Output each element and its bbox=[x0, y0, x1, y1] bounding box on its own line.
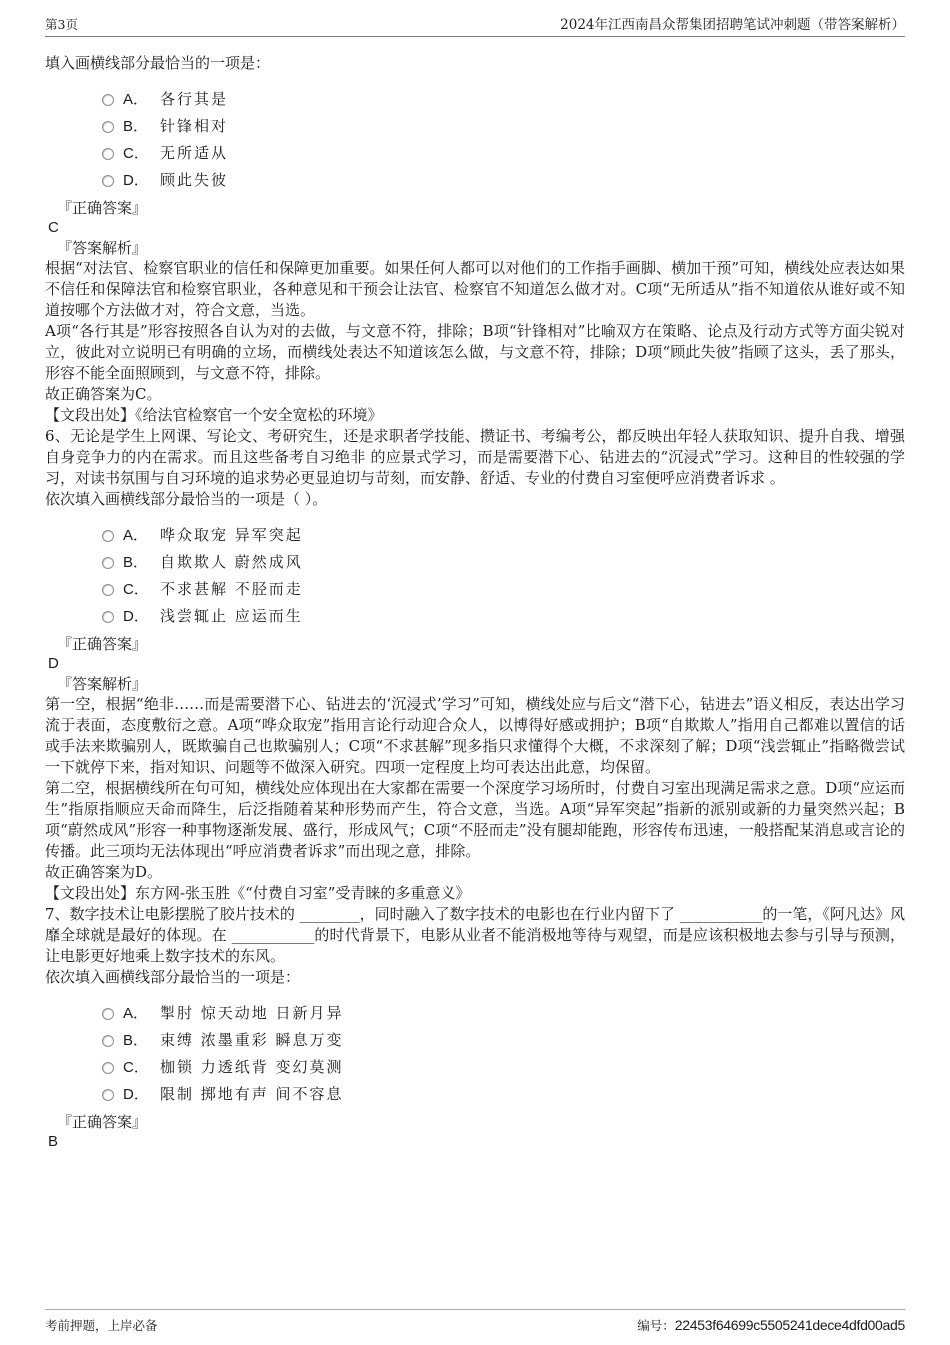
page-number: 第3页 bbox=[45, 17, 78, 32]
correct-answer-value: C bbox=[48, 219, 59, 236]
option-row[interactable] bbox=[45, 1000, 905, 1027]
radio-icon[interactable] bbox=[102, 611, 114, 623]
source-reference: 【文段出处】东方网-张玉胜《“付费自习室”受青睐的多重意义》 bbox=[45, 884, 471, 902]
option-row[interactable] bbox=[45, 522, 905, 549]
option-row[interactable] bbox=[45, 140, 905, 167]
footer-code-label: 编号： bbox=[637, 1318, 675, 1333]
option-letter: C． bbox=[123, 1059, 149, 1076]
option-text: 浅尝辄止 应运而生 bbox=[160, 607, 303, 625]
radio-icon[interactable] bbox=[102, 1008, 114, 1020]
footer-code bbox=[637, 1315, 905, 1334]
option-row[interactable] bbox=[45, 86, 905, 113]
option-row[interactable] bbox=[45, 1054, 905, 1081]
correct-answer-label: 『正确答案』 bbox=[57, 199, 148, 217]
analysis-conclusion: 故正确答案为D。 bbox=[45, 863, 163, 881]
q6-stem: 6、无论是学生上网课、写论文、考研究生，还是求职者学技能、攒证书、考编考公，都反映出年轻人获取知识、提升自我、增强自身竞争力的内在需求。而且这些备考自习绝非 的应景式学习，而是需要潜下心、钻进去的“沉浸式”学习。这种目的性较强的学习，对读书氛围与自习环境的追求势必更显迫切与苛刻，而安静、舒适、专业的付费自习室便呼应消费者诉求 。 bbox=[45, 427, 905, 487]
option-text: 掣肘 惊天动地 日新月异 bbox=[160, 1004, 344, 1022]
radio-icon[interactable] bbox=[102, 121, 114, 133]
option-text: 不求甚解 不胫而走 bbox=[160, 580, 303, 598]
option-row[interactable] bbox=[45, 167, 905, 194]
option-text: 哗众取宠 异军突起 bbox=[160, 526, 303, 544]
radio-icon[interactable] bbox=[102, 584, 114, 596]
q5-prompt: 填入画横线部分最恰当的一项是： bbox=[45, 54, 271, 72]
option-text: 枷锁 力透纸背 变幻莫测 bbox=[160, 1058, 344, 1076]
option-letter: A． bbox=[123, 527, 149, 544]
radio-icon[interactable] bbox=[102, 557, 114, 569]
option-letter: C． bbox=[123, 145, 149, 162]
correct-answer-value: B bbox=[48, 1133, 59, 1150]
option-text: 各行其是 bbox=[160, 90, 229, 108]
analysis-paragraph: A项“各行其是”形容按照各自认为对的去做，与文意不符，排除；B项“针锋相对”比喻双方在策略、论点及行动方式等方面尖锐对立，彼此对立说明已有明确的立场，而横线处表达不知道该怎么做，与文意不符，排除；D项“顾此失彼”指顾了这头，丢了那头，形容不能全面照顾到，与文意不符，排除。 bbox=[45, 322, 905, 382]
correct-answer-value: D bbox=[48, 655, 59, 672]
footer-slogan: 考前押题，上岸必备 bbox=[45, 1318, 158, 1333]
option-row[interactable] bbox=[45, 549, 905, 576]
option-letter: C． bbox=[123, 581, 149, 598]
document-title: 2024年江西南昌众帮集团招聘笔试冲刺题（带答案解析） bbox=[560, 17, 905, 33]
option-letter: D． bbox=[123, 608, 149, 625]
radio-icon[interactable] bbox=[102, 94, 114, 106]
option-row[interactable] bbox=[45, 113, 905, 140]
correct-answer-label: 『正确答案』 bbox=[57, 1113, 148, 1131]
analysis-paragraph: 第一空，根据“绝非……而是需要潜下心、钻进去的‘沉浸式’学习”可知，横线处应与后文“潜下心，钻进去”语义相反，表达出学习流于表面，态度敷衍之意。A项“哗众取宠”指用言论行动迎合众人，以博得好感或拥护；B项“自欺欺人”指用自己都难以置信的话或手法来欺骗别人，既欺骗自己也欺骗别人；C项“不求甚解”现多指只求懂得个大概，不求深刻了解；D项“浅尝辄止”指略微尝试一下就停下来，指对知识、问题等不做深入研究。四项一定程度上均可表达出此意，均保留。 bbox=[45, 695, 905, 776]
option-text: 自欺欺人 蔚然成风 bbox=[160, 553, 303, 571]
radio-icon[interactable] bbox=[102, 175, 114, 187]
option-letter: D． bbox=[123, 1086, 149, 1103]
q6-options bbox=[45, 522, 905, 630]
footer-code-value: 22453f64699c5505241dece4dfd00ad5 bbox=[674, 1317, 905, 1333]
q7-prompt: 依次填入画横线部分最恰当的一项是： bbox=[45, 968, 301, 986]
page-content bbox=[45, 53, 905, 1152]
option-letter: B． bbox=[123, 554, 149, 571]
correct-answer-label: 『正确答案』 bbox=[57, 635, 148, 653]
analysis-label: 『答案解析』 bbox=[57, 675, 148, 693]
option-row[interactable] bbox=[45, 1081, 905, 1108]
option-letter: B． bbox=[123, 118, 149, 135]
analysis-label: 『答案解析』 bbox=[57, 239, 148, 257]
q6-prompt: 依次填入画横线部分最恰当的一项是（ ）。 bbox=[45, 490, 328, 508]
radio-icon[interactable] bbox=[102, 530, 114, 542]
option-row[interactable] bbox=[45, 603, 905, 630]
option-text: 限制 掷地有声 间不容息 bbox=[160, 1085, 344, 1103]
q7-stem: 7、数字技术让电影摆脱了胶片技术的 ________，同时融入了数字技术的电影也在行业内留下了 ___________的一笔，《阿凡达》风靡全球就是最好的体现。在 ___________的时代背景下，电影从业者不能消极地等待与观望，而是应该积极地去参与引导与预测，让电影更好地乘上数字技术的东风。 bbox=[45, 905, 905, 965]
q7-options bbox=[45, 1000, 905, 1108]
option-letter: A． bbox=[123, 91, 149, 108]
source-reference: 【文段出处】《给法官检察官一个安全宽松的环境》 bbox=[45, 406, 383, 424]
page-footer bbox=[45, 1309, 905, 1334]
option-text: 无所适从 bbox=[160, 144, 229, 162]
option-text: 束缚 浓墨重彩 瞬息万变 bbox=[160, 1031, 344, 1049]
option-row[interactable] bbox=[45, 576, 905, 603]
analysis-paragraph: 根据“对法官、检察官职业的信任和保障更加重要。如果任何人都可以对他们的工作指手画脚、横加干预”可知，横线处应表达如果不信任和保障法官和检察官职业，各种意见和干预会让法官、检察官不知道怎么做才对。C项“无所适从”指不知道依从谁好或不知道按哪个方法做才对，符合文意，当选。 bbox=[45, 259, 905, 319]
analysis-conclusion: 故正确答案为C。 bbox=[45, 385, 162, 403]
option-letter: D． bbox=[123, 172, 149, 189]
option-row[interactable] bbox=[45, 1027, 905, 1054]
radio-icon[interactable] bbox=[102, 1062, 114, 1074]
option-text: 顾此失彼 bbox=[160, 171, 229, 189]
radio-icon[interactable] bbox=[102, 148, 114, 160]
page-header bbox=[45, 0, 905, 37]
q5-options bbox=[45, 86, 905, 194]
option-text: 针锋相对 bbox=[160, 117, 229, 135]
radio-icon[interactable] bbox=[102, 1089, 114, 1101]
radio-icon[interactable] bbox=[102, 1035, 114, 1047]
analysis-paragraph: 第二空，根据横线所在句可知，横线处应体现出在大家都在需要一个深度学习场所时，付费自习室出现满足需求之意。D项“应运而生”指原指顺应天命而降生，后泛指随着某种形势而产生，符合文意，当选。A项“异军突起”指新的派别或新的力量突然兴起；B项“蔚然成风”形容一种事物逐渐发展、盛行，形成风气；C项“不胫而走”没有腿却能跑，形容传布迅速，一般搭配某消息或言论的传播。此三项均无法体现出“呼应消费者诉求”而出现之意，排除。 bbox=[45, 779, 905, 860]
option-letter: A． bbox=[123, 1005, 149, 1022]
option-letter: B． bbox=[123, 1032, 149, 1049]
